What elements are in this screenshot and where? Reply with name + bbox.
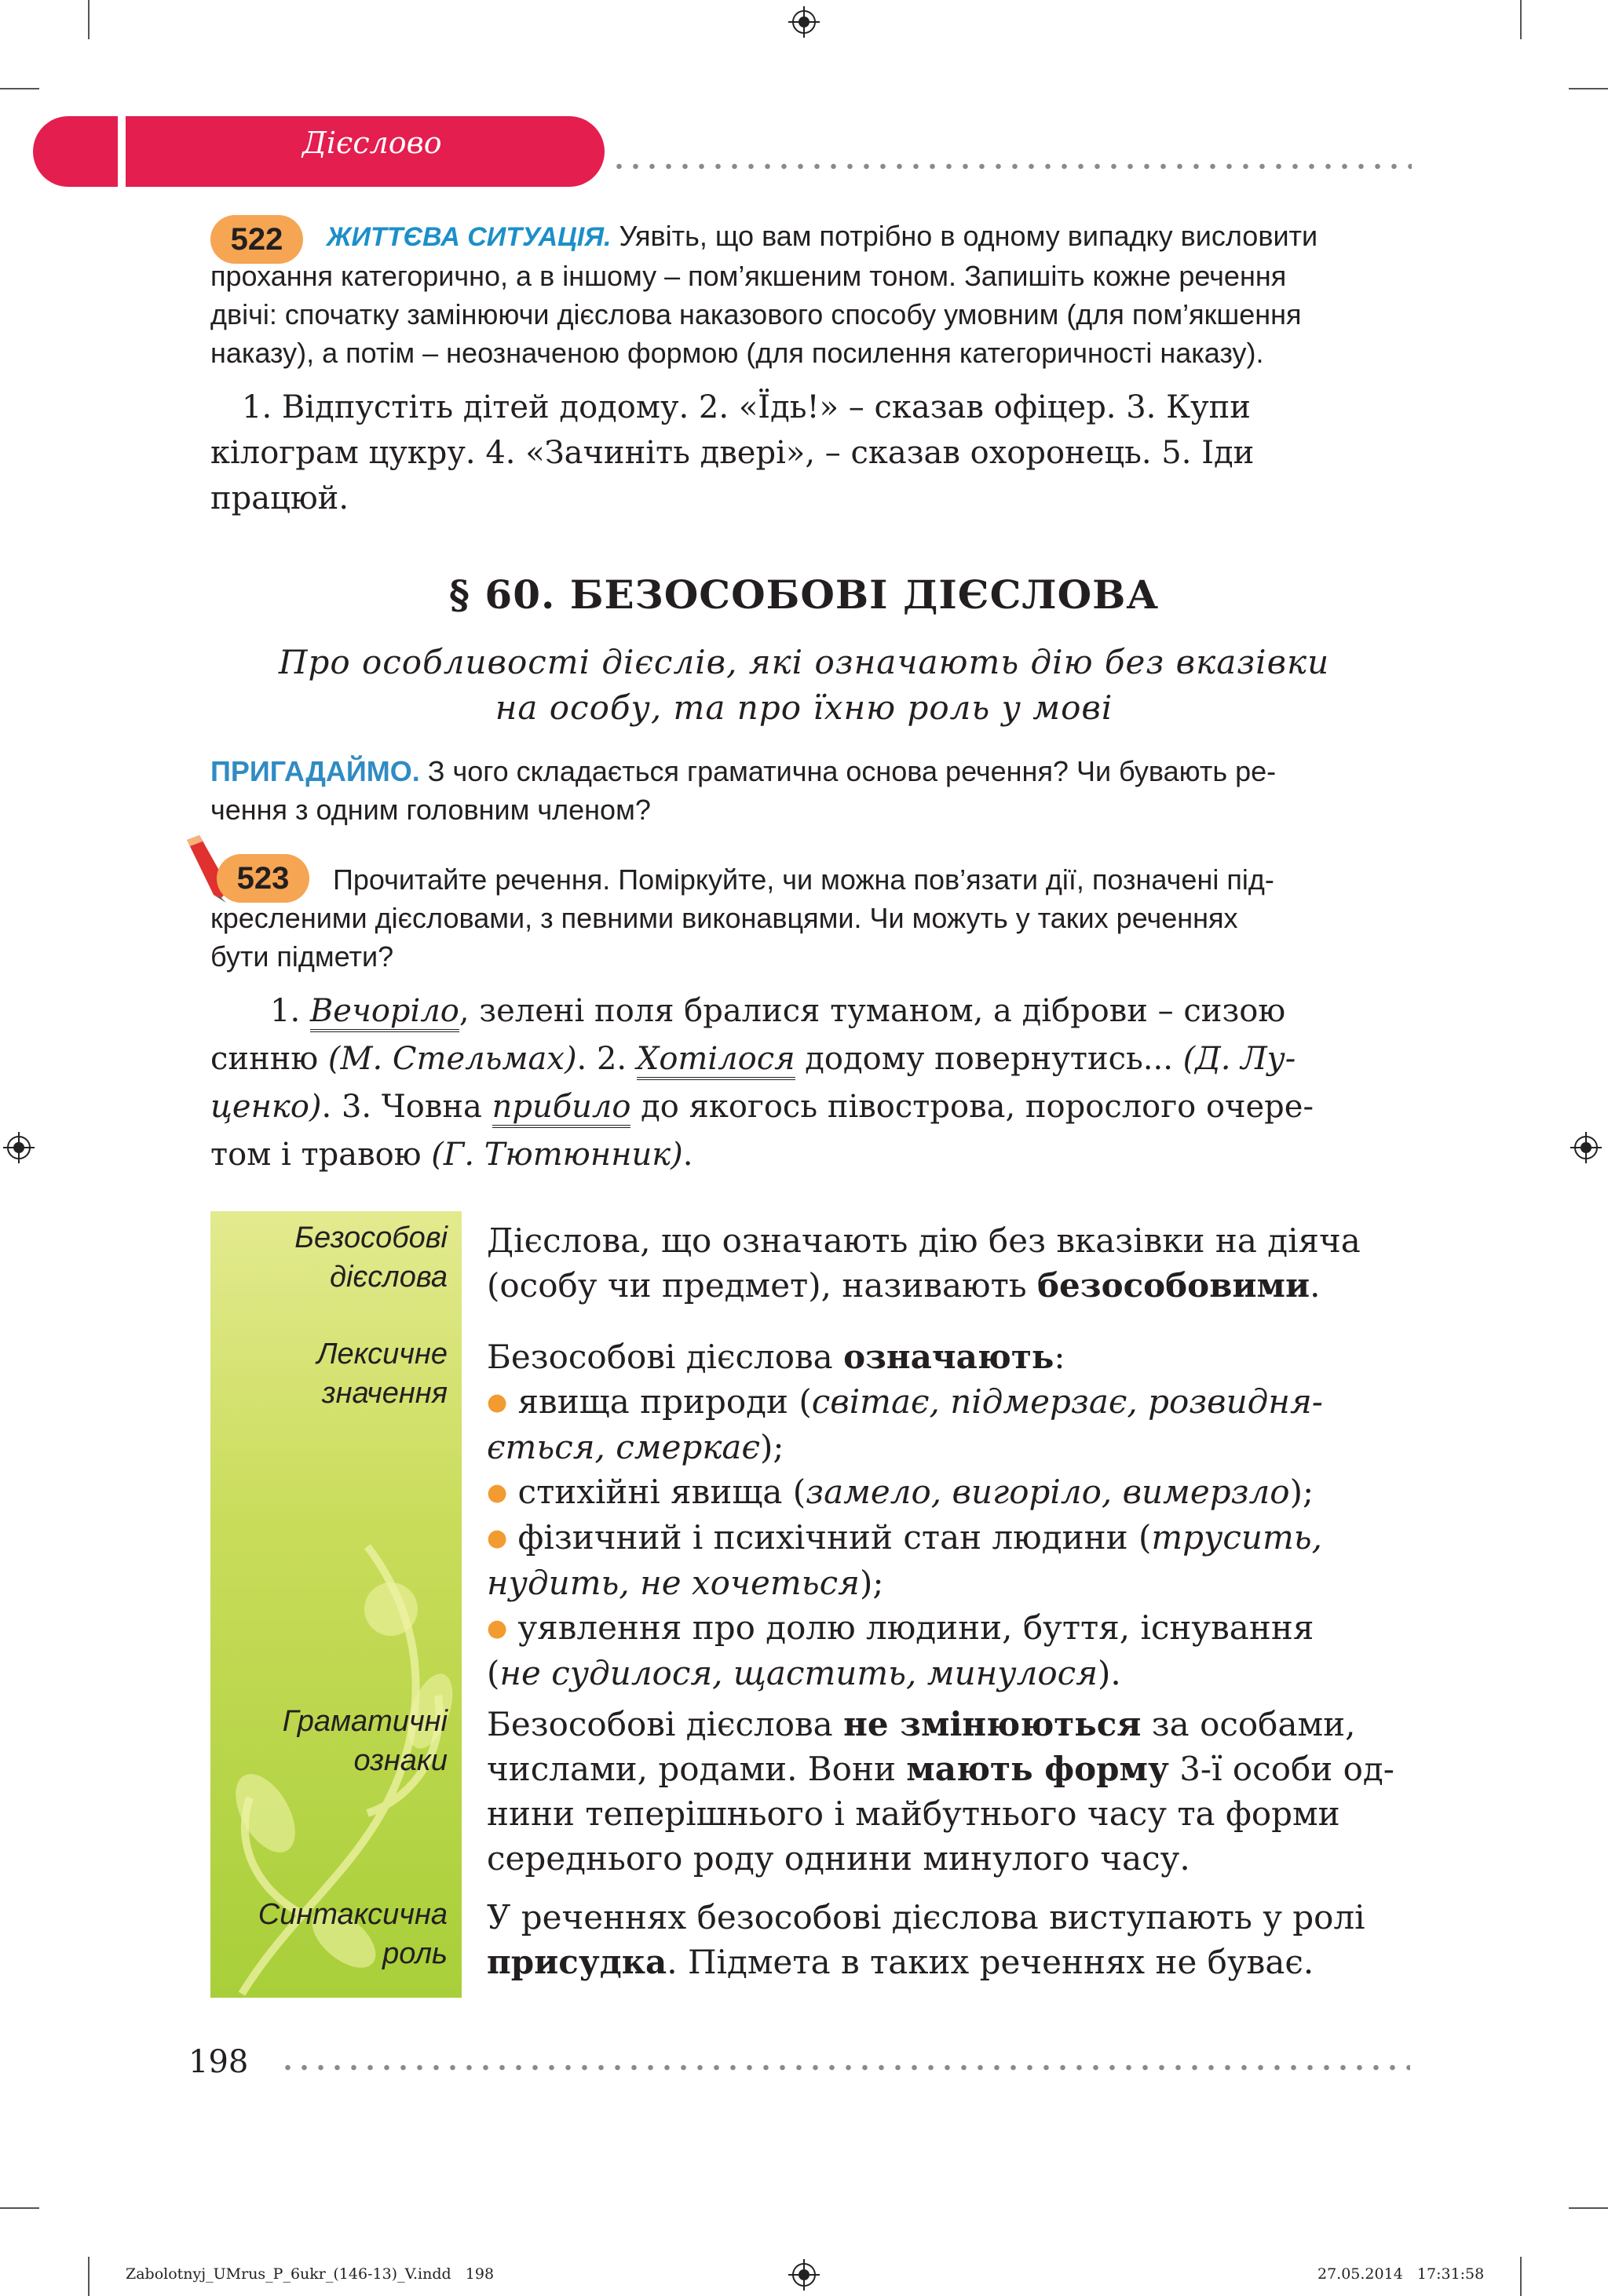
print-file-info: Zabolotnyj_UMrus_P_6ukr_(146-13)_V.indd 198 bbox=[126, 2265, 495, 2283]
exercise-number-badge: 523 bbox=[217, 854, 309, 903]
theory-label-grammar: Граматичні ознаки bbox=[282, 1705, 448, 1777]
registration-mark-icon bbox=[1570, 1132, 1602, 1163]
registration-mark-icon bbox=[3, 1132, 35, 1163]
exercise-523-task: Прочитайте речення. Поміркуйте, чи можна пов’язати дії, позначені під- кресленими дієсловами, з певними виконавцями. Чи можуть у таких реченнях бути підмети? bbox=[210, 863, 1274, 973]
section-title: § 60. БЕЗОСОБОВІ ДІЄСЛОВА bbox=[448, 571, 1160, 618]
bullet-icon: ● bbox=[487, 1524, 508, 1552]
theory-lexical: Безособові дієслова означають: ● явища природи (світає, підмерзає, розвидня- ється, смеркає); ● стихійні явища (замело, вигоріло, вимерзло); ● фізичний і психічний стан людини (трусить, нудить, не хочеться); ● уявлення про долю людини, буття, існування (не судилося, щастить, минулося). bbox=[487, 1338, 1323, 1692]
theory-syntax: У реченнях безособові дієслова виступають у ролі присудка. Підмета в таких реченнях не буває. bbox=[487, 1898, 1365, 1981]
header-dotted-line bbox=[611, 163, 1412, 170]
crop-mark bbox=[88, 0, 90, 39]
bullet-icon: ● bbox=[487, 1615, 508, 1642]
section-subtitle: Про особливості дієслів, які означають дію без вказівки на особу, та про їхню роль у мові bbox=[278, 643, 1330, 727]
theory-label-syntax: Синтаксична роль bbox=[258, 1898, 448, 1970]
exercise-number-badge: 522 bbox=[210, 215, 303, 264]
bullet-icon: ● bbox=[487, 1479, 508, 1506]
exercise-522-task: ЖИТТЄВА СИТУАЦІЯ. Уявіть, що вам потрібно в одному випадку висловити прохання категорично, а в іншому – пом’якшеним тоном. Запишіть кожне речення двічі: спочатку замінюючи дієслова наказового способу умовним (для пом’якшення наказу), а потім – неозначеною формою (для посилення категоричності наказу). bbox=[210, 220, 1318, 369]
header-tab-left bbox=[33, 116, 118, 187]
underlined-verb: Вечоріло bbox=[310, 993, 459, 1032]
crop-mark bbox=[1520, 2257, 1522, 2296]
theory-definition: Дієслова, що означають дію без вказівки на діяча (особу чи предмет), називають безособовими. bbox=[487, 1221, 1361, 1305]
life-situation-label: ЖИТТЄВА СИТУАЦІЯ. bbox=[327, 222, 612, 252]
crop-mark bbox=[1520, 0, 1522, 39]
exercise-523-text: 1. Вечоріло, зелені поля бралися туманом, а діброви – сизою синню (М. Стельмах). 2. Хотілося додому повернутись... (Д. Лу- ценко). 3. Човна прибило до якогось півострова, порослого очере- том і травою (Г. Тютюнник). bbox=[210, 993, 1314, 1173]
crop-mark bbox=[0, 88, 39, 89]
underlined-verb: Хотілося bbox=[637, 1041, 795, 1080]
recall-block: ПРИГАДАЙМО. З чого складається граматична основа речення? Чи бувають ре- чення з одним головним членом? bbox=[210, 755, 1277, 826]
recall-keyword: ПРИГАДАЙМО. bbox=[210, 755, 420, 787]
footer-dotted-line bbox=[280, 2064, 1410, 2071]
page-number: 198 bbox=[188, 2044, 249, 2080]
crop-mark bbox=[1569, 2207, 1608, 2209]
theory-label-definition: Безособові дієслова bbox=[294, 1221, 448, 1294]
theory-grammar: Безособові дієслова не змінюються за особами, числами, родами. Вони мають форму 3-ї особи од- нини теперішнього і майбутнього часу та форми середнього роду однини минулого часу. bbox=[487, 1705, 1394, 1878]
exercise-522-text: 1. Відпустіть дітей додому. 2. «Їдь!» – сказав офіцер. 3. Купи кілограм цукру. 4. «Зачиніть двері», – сказав охоронець. 5. Іди працюй. bbox=[210, 389, 1255, 517]
registration-mark-icon bbox=[788, 6, 820, 38]
crop-mark bbox=[88, 2257, 90, 2296]
bullet-icon: ● bbox=[487, 1389, 508, 1416]
registration-mark-icon bbox=[788, 2259, 820, 2291]
print-date: 27.05.2014 17:31:58 bbox=[1317, 2265, 1485, 2283]
header-section-title: Дієслово bbox=[302, 126, 442, 160]
theory-label-lexical: Лексичне значення bbox=[316, 1338, 448, 1410]
crop-mark bbox=[0, 2207, 39, 2209]
crop-mark bbox=[1569, 88, 1608, 89]
underlined-verb: прибило bbox=[492, 1089, 631, 1128]
